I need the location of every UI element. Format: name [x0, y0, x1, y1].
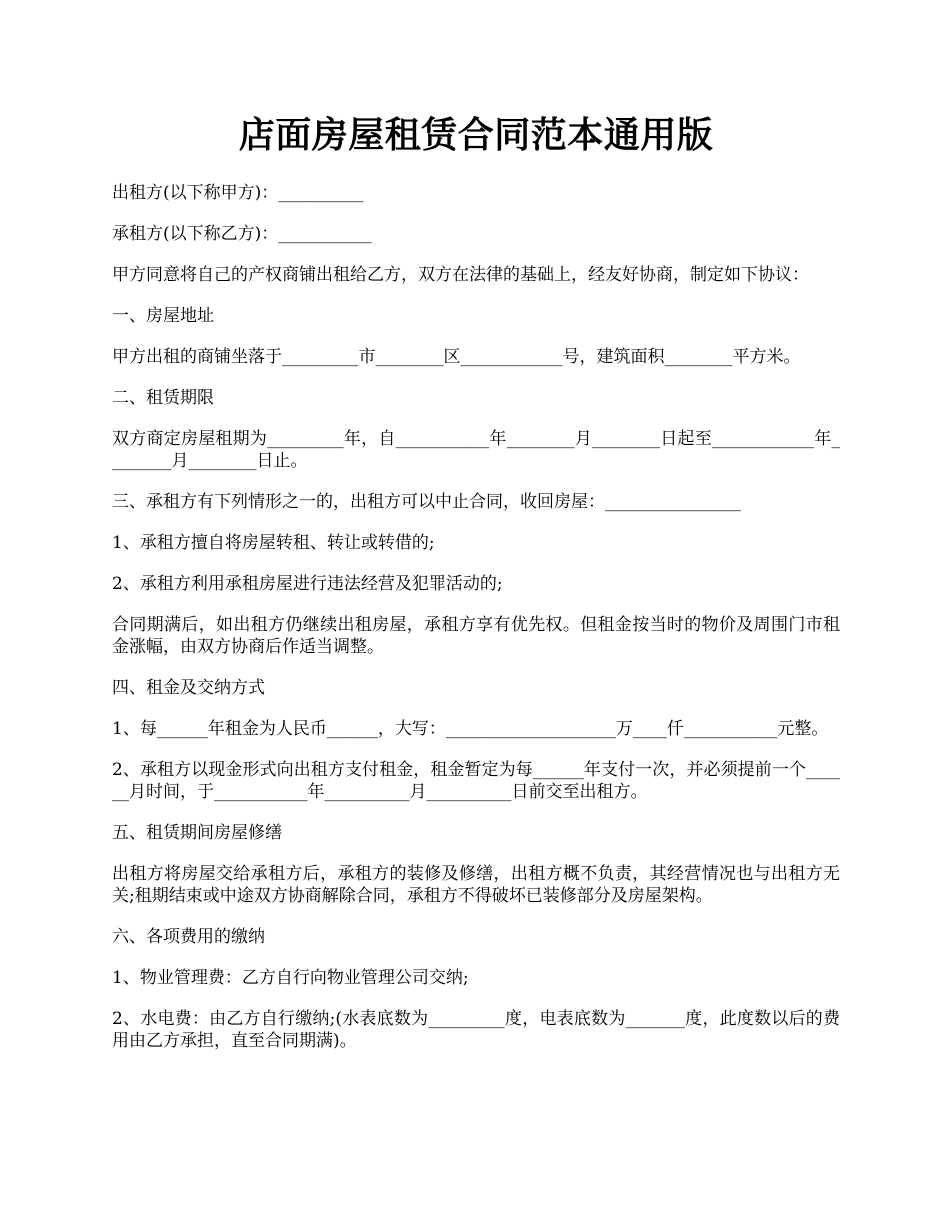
rent-item-1: 1、每______年租金为人民币______，大写：____________________万____仟___________元整。 — [112, 719, 829, 739]
party-a-line: 出租方(以下称甲方)：__________ — [112, 183, 364, 203]
intro-paragraph: 甲方同意将自己的产权商铺出租给乙方，双方在法律的基础上，经友好协商，制定如下协议： — [112, 265, 809, 285]
section-heading-address: 一、房屋地址 — [112, 306, 214, 326]
term-paragraph: 双方商定房屋租期为_________年，自___________年________月________日起至____________年________月________日止。 — [112, 429, 840, 471]
section-heading-termination: 三、承租方有下列情形之一的，出租方可以中止合同，收回房屋：________________ — [112, 492, 741, 512]
section-heading-term: 二、租赁期限 — [112, 388, 214, 408]
termination-item-1: 1、承租方擅自将房屋转租、转让或转借的; — [112, 533, 435, 553]
fees-item-1: 1、物业管理费：乙方自行向物业管理公司交纳; — [112, 968, 469, 988]
section-heading-rent: 四、租金及交纳方式 — [112, 678, 265, 698]
section-heading-repair: 五、租赁期间房屋修缮 — [112, 823, 282, 843]
repair-paragraph: 出租方将房屋交给承租方后，承租方的装修及修缮，出租方概不负责，其经营情况也与出租方无关;租期结束或中途双方协商解除合同，承租方不得破坏已装修部分及房屋架构。 — [112, 864, 840, 906]
section-heading-fees: 六、各项费用的缴纳 — [112, 927, 265, 947]
termination-item-2: 2、承租方利用承租房屋进行违法经营及犯罪活动的; — [112, 574, 503, 594]
renewal-paragraph: 合同期满后，如出租方仍继续出租房屋，承租方享有优先权。但租金按当时的物价及周围门市租金涨幅，由双方协商后作适当调整。 — [112, 615, 840, 657]
party-b-line: 承租方(以下称乙方)：___________ — [112, 224, 372, 244]
fees-item-2: 2、水电费：由乙方自行缴纳;(水表底数为_________度，电表底数为_______度，此度数以后的费用由乙方承担，直至合同期满)。 — [112, 1009, 840, 1051]
document-title: 店面房屋租赁合同范本通用版 — [238, 114, 714, 156]
rent-item-2: 2、承租方以现金形式向出租方支付租金，租金暂定为每______年支付一次，并必须提前一个______月时间，于___________年__________月__________日前交至出租方。 — [112, 760, 840, 802]
address-paragraph: 甲方出租的商铺坐落于_________市________区____________号，建筑面积________平方米。 — [112, 347, 801, 367]
